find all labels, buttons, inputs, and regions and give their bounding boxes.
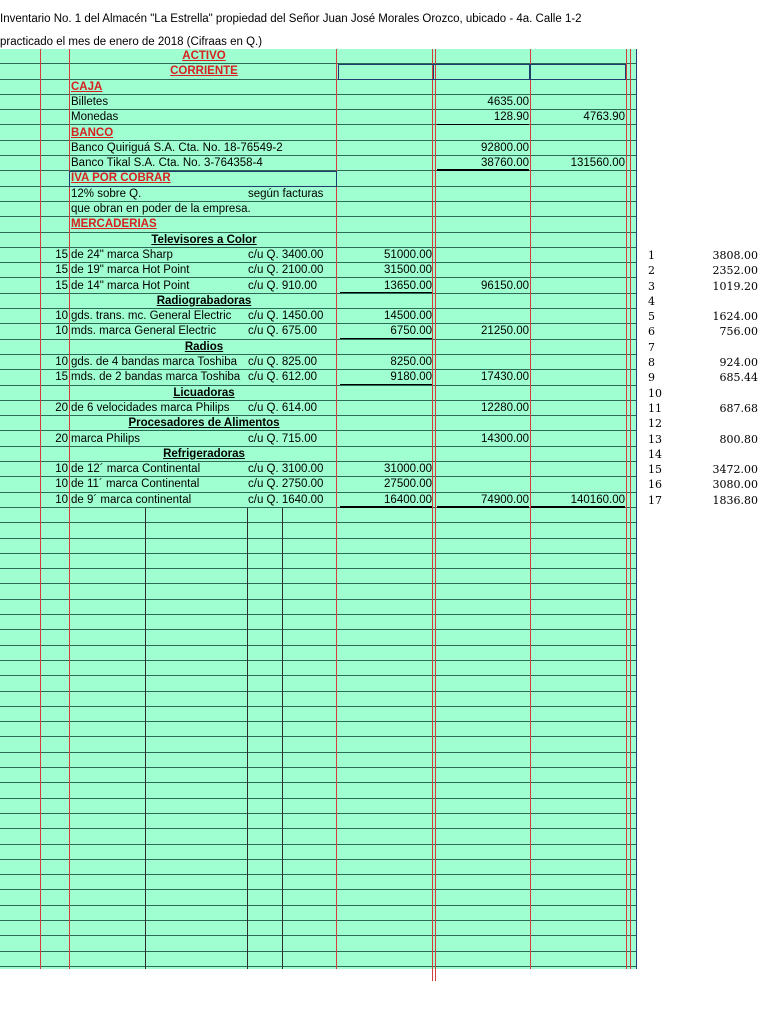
- section-heading: MERCADERIAS: [71, 218, 157, 231]
- table-row[interactable]: [0, 676, 636, 691]
- total-cell: 4763.90: [583, 111, 625, 124]
- quantity-cell: 10: [55, 310, 68, 323]
- total-underline: [437, 506, 529, 508]
- amount-cell: 51000.00: [384, 248, 432, 261]
- side-row: [640, 416, 760, 431]
- unit-price-cell: c/u Q. 1450.00: [248, 310, 324, 323]
- side-row-number: 3: [648, 279, 655, 293]
- subtotal-cell: 4635.00: [487, 95, 529, 108]
- section-title: CORRIENTE: [170, 65, 238, 78]
- side-row: [640, 340, 760, 355]
- table-row[interactable]: [0, 187, 636, 202]
- table-row[interactable]: [0, 217, 636, 232]
- table-row[interactable]: [0, 49, 636, 64]
- quantity-cell: 10: [55, 493, 68, 506]
- side-row: [640, 324, 760, 339]
- side-row: [640, 386, 760, 401]
- subtotal-cell: 12280.00: [481, 401, 529, 414]
- unit-price-cell: c/u Q. 1640.00: [248, 493, 324, 506]
- subtotal-cell: 128.90: [493, 111, 529, 124]
- table-row[interactable]: [0, 263, 636, 278]
- unit-price-cell: según facturas: [248, 187, 324, 200]
- column-divider: [145, 508, 146, 969]
- description-cell: marca Philips: [71, 432, 141, 445]
- description-cell: Monedas: [71, 111, 119, 124]
- column-divider: [247, 508, 248, 969]
- side-row-number: 9: [648, 371, 655, 385]
- side-row-number: 8: [648, 356, 655, 370]
- table-row[interactable]: [0, 569, 636, 584]
- table-row[interactable]: [0, 630, 636, 645]
- column-divider: [336, 49, 337, 969]
- subsection-heading: Radios: [184, 340, 224, 353]
- subsection-heading: Refrigeradoras: [163, 447, 245, 460]
- amount-cell: 6750.00: [390, 325, 432, 338]
- table-row[interactable]: [0, 462, 636, 477]
- table-row[interactable]: [0, 814, 636, 829]
- side-row-value: 1836.80: [712, 493, 758, 507]
- section-heading: CAJA: [71, 80, 103, 93]
- table-row[interactable]: [0, 432, 636, 447]
- side-row-number: 16: [648, 478, 662, 492]
- unit-price-cell: c/u Q. 910.00: [248, 279, 318, 292]
- column-divider: [630, 49, 631, 969]
- column-divider: [530, 49, 531, 969]
- side-row-number: 2: [648, 264, 655, 278]
- table-row[interactable]: [0, 738, 636, 753]
- side-row-value: 687.68: [719, 401, 758, 415]
- subsection-heading: Licuadoras: [173, 386, 235, 399]
- quantity-cell: 10: [55, 463, 68, 476]
- column-divider: [626, 49, 627, 969]
- unit-price-cell: c/u Q. 2750.00: [248, 478, 324, 491]
- side-row: [640, 447, 760, 462]
- amount-cell: 27500.00: [384, 478, 432, 491]
- cell-border: [69, 171, 337, 186]
- table-row[interactable]: [0, 860, 636, 875]
- total-underline: [340, 338, 432, 340]
- subtotal-cell: 92800.00: [481, 141, 529, 154]
- amount-cell: 8250.00: [390, 356, 432, 368]
- quantity-cell: 15: [55, 248, 68, 261]
- table-row[interactable]: [0, 523, 636, 538]
- table-row[interactable]: [0, 768, 636, 783]
- total-underline: [340, 292, 432, 294]
- spreadsheet-grid[interactable]: [0, 49, 637, 969]
- unit-price-cell: c/u Q. 614.00: [248, 401, 318, 414]
- amount-cell: 13650.00: [384, 279, 432, 292]
- table-row[interactable]: [0, 875, 636, 890]
- side-row: [640, 263, 760, 278]
- table-row[interactable]: [0, 386, 636, 401]
- column-divider: [282, 508, 283, 969]
- table-row[interactable]: [0, 722, 636, 737]
- column-divider: [435, 49, 436, 981]
- subtotal-cell: 17430.00: [481, 371, 529, 384]
- table-row[interactable]: [0, 401, 636, 416]
- amount-cell: 16400.00: [384, 493, 432, 506]
- description-cell: mds. de 2 bandas marca Toshiba: [71, 371, 241, 384]
- side-row: [640, 462, 760, 477]
- side-row-value: 3080.00: [712, 478, 758, 492]
- side-row-value: 3808.00: [712, 249, 758, 262]
- side-row-value: 2352.00: [712, 264, 758, 278]
- side-row-number: 14: [648, 447, 662, 461]
- table-row[interactable]: [0, 126, 636, 141]
- side-row-value: 924.00: [719, 356, 758, 370]
- column-divider: [40, 49, 41, 969]
- table-row[interactable]: [0, 309, 636, 324]
- quantity-cell: 20: [55, 432, 68, 445]
- table-row[interactable]: [0, 233, 636, 248]
- side-row-value: 1019.20: [712, 279, 758, 293]
- unit-price-cell: c/u Q. 3400.00: [248, 248, 324, 261]
- table-row[interactable]: [0, 355, 636, 370]
- total-underline: [340, 506, 432, 508]
- description-cell: de 9´ marca continental: [71, 493, 192, 506]
- table-row[interactable]: [0, 370, 636, 385]
- side-row-number: 4: [648, 294, 655, 308]
- table-row[interactable]: [0, 202, 636, 217]
- side-row: [640, 477, 760, 492]
- table-row[interactable]: [0, 95, 636, 110]
- total-cell: 140160.00: [570, 493, 625, 506]
- table-row[interactable]: [0, 646, 636, 661]
- side-row-value: 3472.00: [712, 463, 758, 477]
- description-cell: de 11´ marca Continental: [71, 478, 200, 491]
- total-cell: 131560.00: [570, 157, 625, 170]
- total-underline: [340, 384, 432, 386]
- table-row[interactable]: [0, 936, 636, 951]
- description-cell: de 12´ marca Continental: [71, 463, 201, 476]
- cell-border: [433, 64, 530, 79]
- table-row[interactable]: [0, 829, 636, 844]
- side-row-number: 17: [648, 493, 662, 507]
- inventory-subtitle-line: practicado el mes de enero de 2018 (Cifraas en Q.): [0, 33, 636, 50]
- table-row[interactable]: [0, 753, 636, 768]
- amount-cell: 31000.00: [384, 463, 432, 476]
- side-row: [640, 432, 760, 447]
- side-row: [640, 355, 760, 370]
- table-row[interactable]: [0, 80, 636, 95]
- cell-border: [338, 64, 434, 79]
- column-divider: [432, 49, 433, 981]
- table-row[interactable]: [0, 891, 636, 906]
- side-row-number: 12: [648, 417, 662, 431]
- subtotal-cell: 74900.00: [481, 493, 529, 506]
- side-row-value: 685.44: [719, 371, 758, 385]
- side-row-number: 7: [648, 340, 655, 354]
- inventory-title-line: Inventario No. 1 del Almacén "La Estrella" propiedad del Señor Juan José Morales Orozco, ubicado - 4a. Calle 1-2: [0, 10, 636, 28]
- total-underline: [437, 124, 529, 126]
- side-row: [640, 401, 760, 416]
- description-cell: Banco Quiriguá S.A. Cta. No. 18-76549-2: [71, 141, 283, 154]
- side-row-value: 756.00: [719, 325, 758, 339]
- quantity-cell: 15: [55, 279, 68, 292]
- subsection-heading: Procesadores de Alimentos: [128, 417, 280, 430]
- table-row[interactable]: [0, 279, 636, 294]
- description-cell: gds. de 4 bandas marca Toshiba: [71, 356, 238, 368]
- table-row[interactable]: [0, 921, 636, 936]
- side-row-number: 11: [648, 401, 662, 415]
- total-underline: [437, 169, 529, 171]
- cell-border: [530, 64, 626, 79]
- table-row[interactable]: [0, 156, 636, 171]
- table-row[interactable]: [0, 952, 636, 967]
- table-row[interactable]: [0, 783, 636, 798]
- subtotal-cell: 21250.00: [481, 325, 529, 338]
- table-row[interactable]: [0, 294, 636, 309]
- table-row[interactable]: [0, 707, 636, 722]
- unit-price-cell: c/u Q. 675.00: [248, 325, 318, 338]
- table-row[interactable]: [0, 539, 636, 554]
- amount-cell: 9180.00: [390, 371, 432, 384]
- table-row[interactable]: [0, 248, 636, 263]
- table-row[interactable]: [0, 615, 636, 630]
- subsection-heading: Televisores a Color: [151, 233, 257, 246]
- unit-price-cell: c/u Q. 612.00: [248, 371, 318, 384]
- quantity-cell: 10: [55, 325, 68, 338]
- side-calculation-column: [640, 248, 760, 508]
- side-row-value: 1624.00: [712, 310, 758, 324]
- quantity-cell: 15: [55, 264, 68, 277]
- table-row[interactable]: [0, 141, 636, 156]
- table-row[interactable]: [0, 508, 636, 523]
- side-row-number: 5: [648, 310, 655, 324]
- table-row[interactable]: [0, 585, 636, 600]
- table-row[interactable]: [0, 906, 636, 921]
- side-row: [640, 279, 760, 294]
- side-row: [640, 294, 760, 309]
- total-underline: [531, 506, 625, 508]
- section-title: ACTIVO: [182, 50, 226, 62]
- amount-cell: 31500.00: [384, 264, 432, 277]
- table-row[interactable]: [0, 110, 636, 125]
- description-cell: Billetes: [71, 95, 109, 108]
- side-row-value: 800.80: [719, 432, 758, 446]
- table-row[interactable]: [0, 799, 636, 814]
- description-cell: mds. marca General Electric: [71, 325, 217, 338]
- table-row[interactable]: [0, 477, 636, 492]
- table-row[interactable]: [0, 340, 636, 355]
- description-cell: Banco Tikal S.A. Cta. No. 3-764358-4: [71, 157, 263, 170]
- table-row[interactable]: [0, 554, 636, 569]
- side-row-number: 13: [648, 432, 662, 446]
- side-row: [640, 248, 760, 263]
- unit-price-cell: c/u Q. 715.00: [248, 432, 318, 445]
- table-row[interactable]: [0, 324, 636, 339]
- section-heading: BANCO: [71, 126, 114, 139]
- unit-price-cell: c/u Q. 825.00: [248, 356, 318, 368]
- table-row[interactable]: [0, 416, 636, 431]
- unit-price-cell: c/u Q. 2100.00: [248, 264, 324, 277]
- side-row-number: 15: [648, 463, 662, 477]
- table-row[interactable]: [0, 600, 636, 615]
- table-row[interactable]: [0, 692, 636, 707]
- description-cell: de 24" marca Sharp: [71, 248, 173, 261]
- side-row: [640, 493, 760, 508]
- unit-price-cell: c/u Q. 3100.00: [248, 463, 324, 476]
- description-cell: que obran en poder de la empresa.: [71, 203, 251, 215]
- table-row[interactable]: [0, 661, 636, 676]
- table-row[interactable]: [0, 447, 636, 462]
- column-divider: [69, 49, 70, 969]
- side-row-number: 10: [648, 386, 662, 400]
- side-row-number: 6: [648, 325, 655, 339]
- subtotal-cell: 96150.00: [481, 279, 529, 292]
- description-cell: gds. trans. mc. General Electric: [71, 310, 232, 323]
- amount-cell: 14500.00: [384, 310, 432, 323]
- description-cell: de 14" marca Hot Point: [71, 279, 190, 292]
- side-row: [640, 309, 760, 324]
- quantity-cell: 20: [55, 401, 68, 414]
- side-row-number: 1: [648, 249, 655, 262]
- side-row: [640, 370, 760, 385]
- subsection-heading: Radiograbadoras: [156, 294, 252, 307]
- description-cell: de 19" marca Hot Point: [71, 264, 190, 277]
- quantity-cell: 15: [55, 371, 68, 384]
- subtotal-cell: 38760.00: [481, 157, 529, 170]
- description-cell: de 6 velocidades marca Philips: [71, 401, 230, 414]
- subtotal-cell: 14300.00: [481, 432, 529, 445]
- quantity-cell: 10: [55, 478, 68, 491]
- quantity-cell: 10: [55, 356, 68, 368]
- description-cell: 12% sobre Q.: [71, 187, 142, 200]
- table-row[interactable]: [0, 845, 636, 860]
- section-heading: IVA POR COBRAR: [71, 172, 171, 185]
